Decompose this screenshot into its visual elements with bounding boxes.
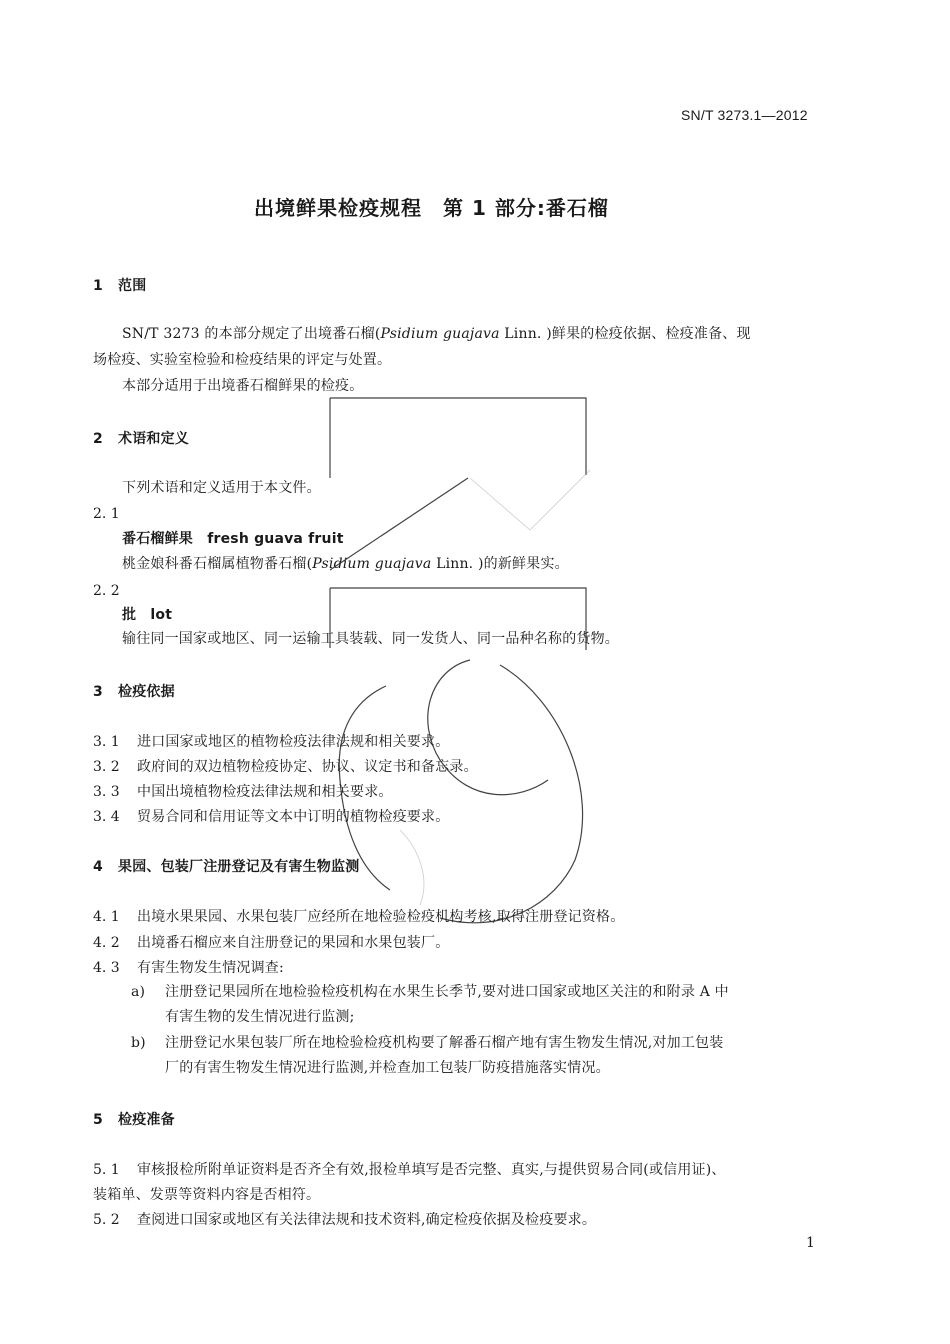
clause-number: 4. 2 bbox=[93, 935, 120, 951]
clause-number: 5. 1 bbox=[93, 1162, 120, 1178]
clause-number: 3. 4 bbox=[93, 809, 120, 825]
term-definition: 输往同一国家或地区、同一运输工具装载、同一发货人、同一品种名称的货物。 bbox=[122, 631, 619, 647]
document-number: SN/T 3273.1—2012 bbox=[681, 107, 808, 123]
clause-number: 3. 2 bbox=[93, 759, 120, 775]
clause-text: 进口国家或地区的植物检疫法律法规和相关要求。 bbox=[137, 734, 450, 750]
clause-number: 4. 3 bbox=[93, 960, 120, 976]
clause-number: 3. 3 bbox=[93, 784, 120, 800]
clause-text: 出境番石榴应来自注册登记的果园和水果包装厂。 bbox=[137, 935, 450, 951]
clause-text: 查阅进口国家或地区有关法律法规和技术资料,确定检疫依据及检疫要求。 bbox=[137, 1212, 597, 1228]
clause-text: 审核报检所附单证资料是否齐全有效,报检单填写是否完整、真实,与提供贸易合同(或信用证)、 bbox=[137, 1162, 726, 1178]
section-heading: 范围 bbox=[118, 278, 147, 294]
section-number: 4 bbox=[93, 859, 103, 875]
clause-text: 贸易合同和信用证等文本中订明的植物检疫要求。 bbox=[137, 809, 450, 825]
clause-number: 5. 2 bbox=[93, 1212, 120, 1228]
paragraph-line: 场检疫、实验室检验和检疫结果的评定与处置。 bbox=[93, 352, 392, 368]
list-item-label: a) bbox=[131, 984, 146, 1000]
clause-number: 4. 1 bbox=[93, 909, 120, 925]
paragraph: 本部分适用于出境番石榴鲜果的检疫。 bbox=[122, 378, 364, 394]
clause-text: 政府间的双边植物检疫协定、协议、议定书和备忘录。 bbox=[137, 759, 478, 775]
term-heading: 批 lot bbox=[122, 607, 173, 623]
section-heading: 检疫依据 bbox=[118, 684, 175, 700]
clause-text: 有害生物发生情况调查: bbox=[137, 960, 284, 976]
list-item-text: 注册登记水果包装厂所在地检验检疫机构要了解番石榴产地有害生物发生情况,对加工包装 bbox=[165, 1035, 724, 1051]
section-number: 5 bbox=[93, 1112, 103, 1128]
clause-text: 中国出境植物检疫法律法规和相关要求。 bbox=[137, 784, 393, 800]
paragraph: 下列术语和定义适用于本文件。 bbox=[122, 480, 321, 496]
list-item-text: 注册登记果园所在地检验检疫机构在水果生长季节,要对进口国家或地区关注的和附录 A 中 bbox=[165, 984, 729, 1000]
clause-text: 出境水果果园、水果包装厂应经所在地检验检疫机构考核,取得注册登记资格。 bbox=[137, 909, 625, 925]
section-number: 3 bbox=[93, 684, 103, 700]
section-number: 2 bbox=[93, 431, 103, 447]
clause-number: 3. 1 bbox=[93, 734, 120, 750]
list-item-label: b) bbox=[131, 1035, 146, 1051]
clause-number: 2. 2 bbox=[93, 583, 120, 599]
clause-number: 2. 1 bbox=[93, 506, 120, 522]
term-heading: 番石榴鲜果 fresh guava fruit bbox=[122, 531, 344, 547]
paragraph-line: SN/T 3273 的本部分规定了出境番石榴(Psidium guajava Linn. )鲜果的检疫依据、检疫准备、现 bbox=[122, 326, 751, 342]
section-number: 1 bbox=[93, 278, 103, 294]
section-heading: 果园、包装厂注册登记及有害生物监测 bbox=[118, 859, 360, 875]
list-item-text: 有害生物的发生情况进行监测; bbox=[165, 1009, 355, 1025]
section-heading: 术语和定义 bbox=[118, 431, 189, 447]
clause-text: 装箱单、发票等资料内容是否相符。 bbox=[93, 1187, 321, 1203]
list-item-text: 厂的有害生物发生情况进行监测,并检查加工包装厂防疫措施落实情况。 bbox=[165, 1060, 610, 1076]
page-number: 1 bbox=[806, 1235, 816, 1251]
term-definition: 桃金娘科番石榴属植物番石榴(Psidium guajava Linn. )的新鲜果实。 bbox=[122, 556, 569, 572]
section-heading: 检疫准备 bbox=[118, 1112, 175, 1128]
page-title: 出境鲜果检疫规程 第 1 部分:番石榴 bbox=[254, 196, 609, 220]
